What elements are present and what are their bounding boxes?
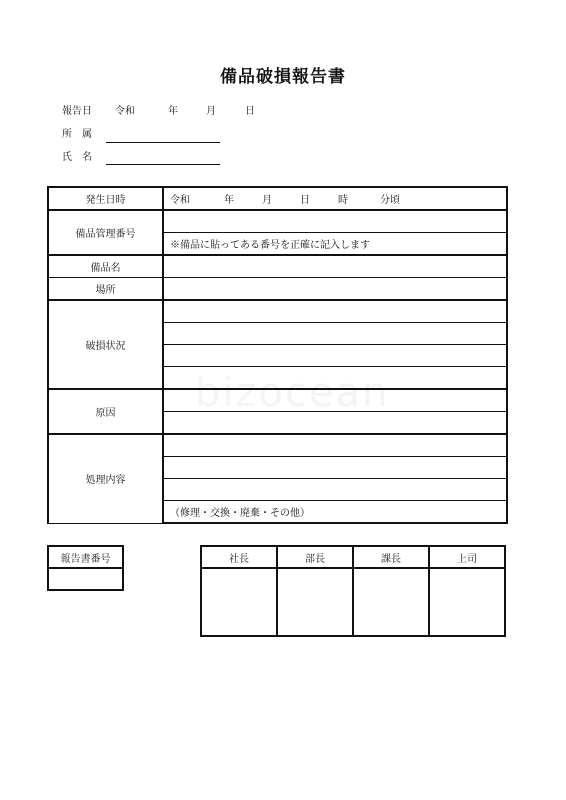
table-row xyxy=(48,434,507,457)
approval-supervisor-label: 上司 xyxy=(429,546,505,568)
asset-number-label: 備品管理番号 xyxy=(48,210,163,255)
location-field[interactable] xyxy=(163,278,507,301)
action-label: 処理内容 xyxy=(48,434,163,523)
damage-line[interactable] xyxy=(163,345,507,367)
occurrence-year: 年 xyxy=(224,195,234,206)
report-date-era: 令和 xyxy=(115,106,135,117)
report-date-label: 報告日 xyxy=(62,106,92,117)
approval-supervisor-stamp[interactable] xyxy=(429,568,505,636)
cause-line[interactable] xyxy=(163,412,507,435)
approval-president-label: 社長 xyxy=(201,546,277,568)
table-row xyxy=(48,389,507,412)
report-number-field[interactable] xyxy=(48,568,123,590)
damage-line[interactable] xyxy=(163,300,507,323)
table-row xyxy=(48,568,123,590)
damage-label: 破損状況 xyxy=(48,300,163,389)
action-note: （修理・交換・廃棄・その他） xyxy=(163,501,507,524)
asset-number-note: ※備品に貼ってある番号を正確に記入します xyxy=(163,233,507,256)
approval-manager-stamp[interactable] xyxy=(353,568,429,636)
affiliation-label: 所 属 xyxy=(62,129,92,140)
affiliation-field[interactable] xyxy=(106,142,220,143)
table-row xyxy=(201,568,505,636)
table-row xyxy=(48,255,507,278)
asset-number-field[interactable] xyxy=(163,210,507,233)
location-label: 場所 xyxy=(48,278,163,301)
item-name-field[interactable] xyxy=(163,255,507,278)
report-date-month: 月 xyxy=(206,106,216,117)
report-date-day: 日 xyxy=(245,106,255,117)
occurrence-label: 発生日時 xyxy=(48,187,163,210)
cause-label: 原因 xyxy=(48,389,163,434)
occurrence-era: 令和 xyxy=(170,195,190,206)
occurrence-hour: 時 xyxy=(338,195,348,206)
approval-president-stamp[interactable] xyxy=(201,568,277,636)
action-line[interactable] xyxy=(163,457,507,479)
report-number-box xyxy=(47,545,124,591)
table-row xyxy=(48,278,507,301)
watermark: bizocean xyxy=(195,370,390,416)
report-number-label: 報告書番号 xyxy=(48,546,123,568)
approval-director-label: 部長 xyxy=(277,546,353,568)
occurrence-field[interactable] xyxy=(163,187,507,210)
table-row xyxy=(48,187,507,210)
name-field[interactable] xyxy=(106,164,220,165)
document-title: 備品破損報告書 xyxy=(220,67,346,87)
damage-line[interactable] xyxy=(163,323,507,345)
action-line[interactable] xyxy=(163,479,507,501)
damage-report-table xyxy=(47,186,508,524)
name-label: 氏 名 xyxy=(62,152,92,163)
table-row xyxy=(201,546,505,568)
approval-director-stamp[interactable] xyxy=(277,568,353,636)
damage-line[interactable] xyxy=(163,367,507,390)
approval-table xyxy=(200,545,506,637)
table-row xyxy=(48,300,507,323)
report-date-year: 年 xyxy=(168,106,178,117)
approval-manager-label: 課長 xyxy=(353,546,429,568)
occurrence-minute: 分頃 xyxy=(380,195,400,206)
occurrence-day: 日 xyxy=(300,195,310,206)
table-row xyxy=(48,546,123,568)
cause-line[interactable] xyxy=(163,389,507,412)
item-name-label: 備品名 xyxy=(48,255,163,278)
occurrence-month: 月 xyxy=(262,195,272,206)
table-row xyxy=(48,210,507,233)
action-line[interactable] xyxy=(163,434,507,457)
